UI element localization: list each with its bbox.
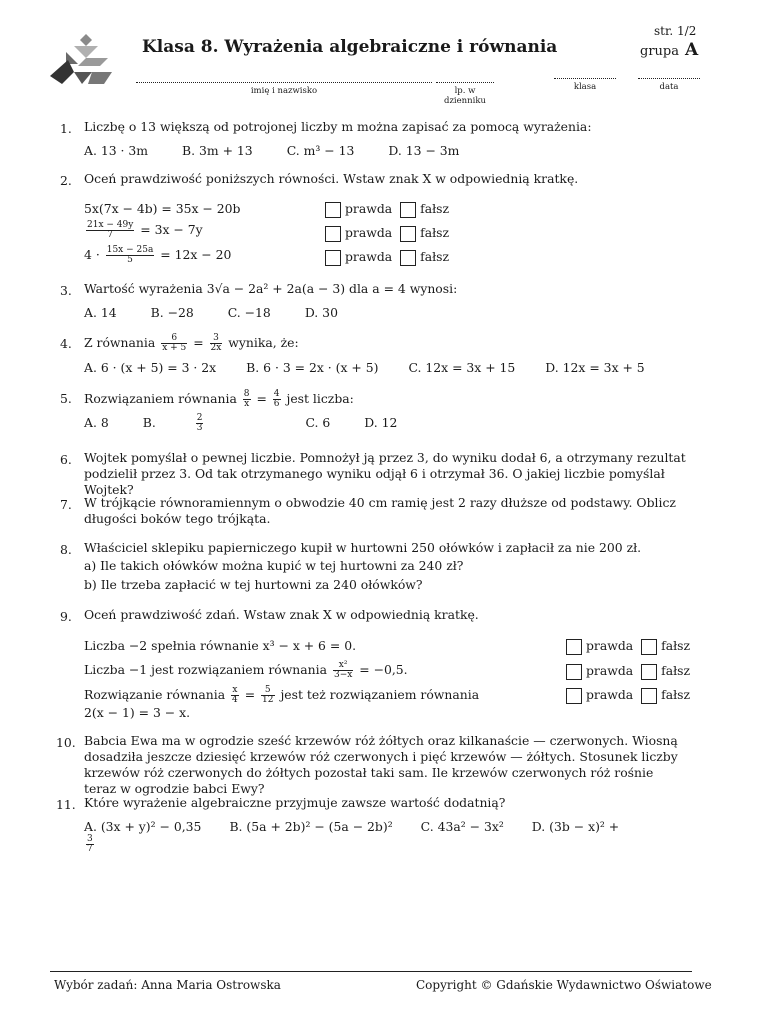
false-checkbox[interactable] xyxy=(400,226,416,242)
true-checkbox[interactable] xyxy=(325,226,341,242)
question-11-options xyxy=(84,819,689,854)
question-11-text: Które wyrażenie algebraiczne przyjmuje zawsze wartość dodatnią? xyxy=(84,795,506,810)
tf-row: prawda fałsz xyxy=(566,638,690,655)
question-number: 4. xyxy=(60,336,72,351)
question-number: 6. xyxy=(60,452,72,467)
question-10-text: Babcia Ewa ma w ogrodzie sześć krzewów róż żółtych oraz kilkanaście — czerwonych. Wiosną dosadziła jeszcze dziesięć krzewów róż czerwonych i pięć krzewów — żółtych. Stosunek liczby krzewów róż czerwonych do żółtych pozostał taki sam. Ile krzewów czerwonych róż rośnie teraz w ogrodzie babci Ewy? xyxy=(84,733,678,796)
option: D. (3b − x)² + $\frac{3}{7}$ xyxy=(87,819,620,854)
footer-copyright: Copyright © Gdańskie Wydawnictwo Oświatowe xyxy=(416,978,712,992)
question-number: 7. xyxy=(60,497,72,512)
statement-row: Liczba −1 jest rozwiązaniem równania $\frac{\text{x²}}{3-x}$ = −0,5. xyxy=(84,660,408,680)
question-number: 9. xyxy=(60,609,72,624)
equation-row: $\frac{21x - 49y}{7}$ = 3x − 7y xyxy=(87,220,203,240)
option: B. −28 xyxy=(150,305,194,320)
statement-row: Rozwiązanie równania $\frac{x}{4}$ = $\frac{5}{12}$ jest też rozwiązaniem równania xyxy=(84,685,480,705)
option: D. 12x = 3x + 5 xyxy=(545,360,645,375)
name-field[interactable]: imię i nazwisko xyxy=(136,70,432,96)
false-checkbox[interactable] xyxy=(641,664,657,680)
option: D. 30 xyxy=(304,305,338,320)
class-number-field[interactable]: lp. w dzienniku xyxy=(436,70,494,106)
date-field[interactable]: data xyxy=(638,66,700,92)
false-checkbox[interactable] xyxy=(400,250,416,266)
question-3-options xyxy=(84,305,689,321)
question-5-text: Rozwiązaniem równania $\frac{8}{x}$ = $\frac{4}{6}$ jest liczba: xyxy=(84,389,354,409)
question-6-text: Wojtek pomyślał o pewnej liczbie. Pomnożył ją przez 3, do wyniku dodał 6, a otrzymany rezultat podzielił przez 3. Od tak otrzymanego wyniku odjął 6 i otrzymał 36. O jakiej liczbie pomyślał Wojtek? xyxy=(84,450,686,497)
footer-author: Wybór zadań: Anna Maria Ostrowska xyxy=(54,978,281,992)
question-2-text: Oceń prawdziwość poniższych równości. Wstaw znak X w odpowiednią kratkę. xyxy=(84,171,579,186)
tf-row: prawda fałsz xyxy=(325,201,449,218)
false-checkbox[interactable] xyxy=(641,639,657,655)
page-title: Klasa 8. Wyrażenia algebraiczne i równania xyxy=(142,37,558,57)
true-checkbox[interactable] xyxy=(566,639,582,655)
question-number: 10. xyxy=(56,735,76,750)
tf-row: prawda fałsz xyxy=(325,225,449,242)
group-label: grupa A xyxy=(640,40,699,60)
option: C. 43a² − 3x² xyxy=(420,819,504,834)
question-5-options xyxy=(84,414,689,433)
equation-row: 5x(7x − 4b) = 35x − 20b xyxy=(84,201,241,216)
question-number: 1. xyxy=(60,121,72,136)
false-checkbox[interactable] xyxy=(641,688,657,704)
option: B. 6 · 3 = 2x · (x + 5) xyxy=(246,360,379,375)
question-8-sub-a: a) Ile takich ołówków można kupić w tej hurtowni za 240 zł? xyxy=(84,558,464,573)
true-checkbox[interactable] xyxy=(325,202,341,218)
true-checkbox[interactable] xyxy=(325,250,341,266)
question-8-sub-b: b) Ile trzeba zapłacić w tej hurtowni za 240 ołówków? xyxy=(84,577,423,592)
true-checkbox[interactable] xyxy=(566,664,582,680)
option: C. m³ − 13 xyxy=(286,143,355,158)
question-number: 3. xyxy=(60,283,72,298)
option: C. −18 xyxy=(227,305,271,320)
question-9-text: Oceń prawdziwość zdań. Wstaw znak X w odpowiednią kratkę. xyxy=(84,607,479,622)
question-7-text: W trójkącie równoramiennym o obwodzie 40 cm ramię jest 2 razy dłuższe od podstawy. Oblicz długości boków tego trójkąta. xyxy=(84,495,676,526)
option: A. 14 xyxy=(84,305,117,320)
footer-divider xyxy=(50,971,692,972)
statement-row-continued: 2(x − 1) = 3 − x. xyxy=(84,705,191,720)
publisher-logo xyxy=(48,30,116,88)
question-1-text: Liczbę o 13 większą od potrojonej liczby m można zapisać za pomocą wyrażenia: xyxy=(84,119,592,134)
class-field[interactable]: klasa xyxy=(554,66,616,92)
question-1-options xyxy=(84,143,689,159)
question-4-text: Z równania $\frac{6}{x + 5}$ = $\frac{3}{2x}$ wynika, że: xyxy=(84,333,299,353)
group-value: A xyxy=(684,40,699,60)
question-8-text: Właściciel sklepiku papierniczego kupił w hurtowni 250 ołówków i zapłacił za nie 200 zł. xyxy=(84,540,642,555)
page-number: str. 1/2 xyxy=(654,24,697,38)
option: B. (5a + 2b)² − (5a − 2b)² xyxy=(229,819,393,834)
option: B. 3m + 13 xyxy=(182,143,253,158)
option: C. 6 xyxy=(305,415,331,430)
statement-row: Liczba −2 spełnia równanie x³ − x + 6 = 0. xyxy=(84,638,357,653)
question-number: 2. xyxy=(60,173,72,188)
tf-row: prawda fałsz xyxy=(566,687,690,704)
false-checkbox[interactable] xyxy=(400,202,416,218)
option: B. $\frac{2}{3}$ xyxy=(142,413,203,433)
question-number: 5. xyxy=(60,391,72,406)
question-4-options xyxy=(84,360,689,376)
option: C. 12x = 3x + 15 xyxy=(408,360,516,375)
question-number: 11. xyxy=(56,797,76,812)
option: D. 13 − 3m xyxy=(388,143,460,158)
option: A. 13 · 3m xyxy=(84,143,149,158)
equation-row: 4 · $\frac{15x - 25a}{5}$ = 12x − 20 xyxy=(84,245,232,265)
option: A. 8 xyxy=(84,415,109,430)
question-number: 8. xyxy=(60,542,72,557)
tf-row: prawda fałsz xyxy=(566,663,690,680)
tf-row: prawda fałsz xyxy=(325,249,449,266)
question-3-text: Wartość wyrażenia 3√a − 2a² + 2a(a − 3) dla a = 4 wynosi: xyxy=(84,281,458,296)
option: A. 6 · (x + 5) = 3 · 2x xyxy=(84,360,217,375)
option: D. 12 xyxy=(364,415,398,430)
option: A. (3x + y)² − 0,35 xyxy=(84,819,202,834)
true-checkbox[interactable] xyxy=(566,688,582,704)
